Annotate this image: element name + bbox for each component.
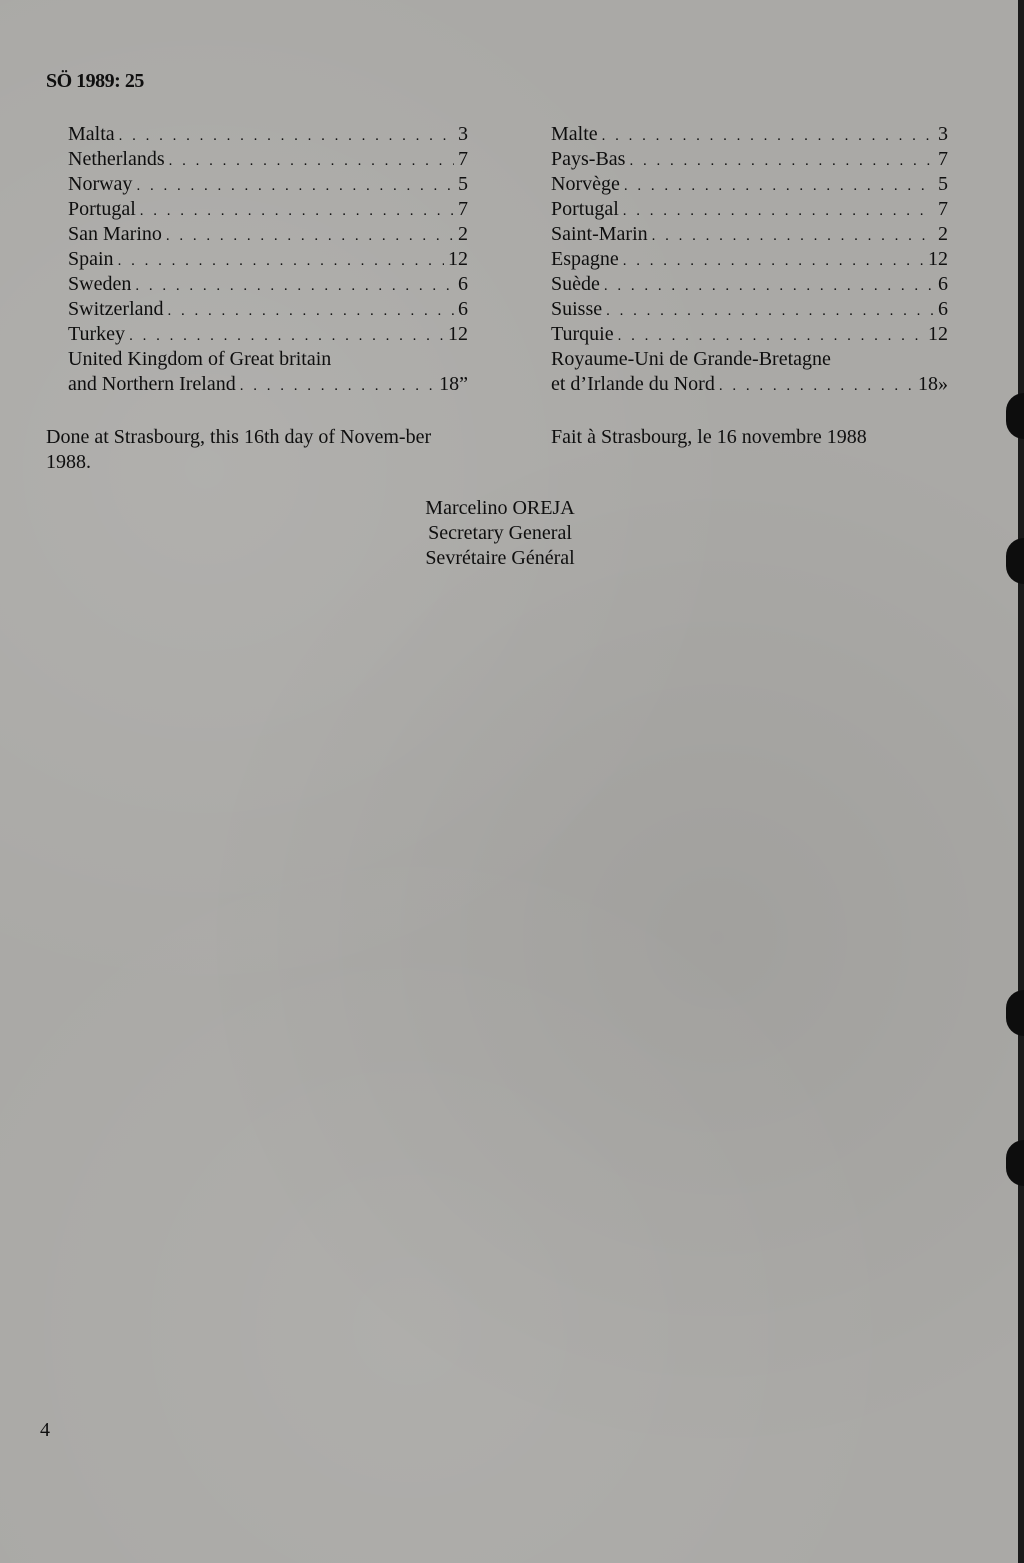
country-name: Pays-Bas xyxy=(551,148,626,170)
country-name: Turquie xyxy=(551,323,614,345)
dot-leader xyxy=(623,199,934,224)
list-item xyxy=(68,122,468,147)
vote-value: 18” xyxy=(439,373,468,395)
list-item xyxy=(551,272,948,297)
vote-value: 5 xyxy=(458,173,468,195)
country-name: Turkey xyxy=(68,323,126,345)
vote-value: 5 xyxy=(938,173,948,195)
list-item xyxy=(68,172,468,197)
country-name-line2: et d’Irlande du Nord xyxy=(551,373,715,395)
dot-leader xyxy=(618,324,924,349)
vote-value: 7 xyxy=(458,148,468,170)
list-item xyxy=(551,247,948,272)
country-name: Norway xyxy=(68,173,133,195)
vote-value: 6 xyxy=(938,273,948,295)
dot-leader xyxy=(604,274,934,299)
list-item xyxy=(68,222,468,247)
list-item xyxy=(551,147,948,172)
vote-value: 2 xyxy=(458,223,468,245)
country-name: San Marino xyxy=(68,223,162,245)
country-name: Switzerland xyxy=(68,298,164,320)
dot-leader xyxy=(129,324,444,349)
vote-list-french xyxy=(551,122,948,397)
list-item xyxy=(68,247,468,272)
vote-value: 12 xyxy=(448,323,468,345)
dot-leader xyxy=(135,274,454,299)
country-name: Saint-Marin xyxy=(551,223,648,245)
country-name: Netherlands xyxy=(68,148,165,170)
country-name: Espagne xyxy=(551,248,619,270)
list-item xyxy=(68,272,468,297)
page-right-edge xyxy=(1018,0,1024,1563)
vote-value: 3 xyxy=(458,123,468,145)
dot-leader xyxy=(652,224,934,249)
list-item xyxy=(551,372,948,397)
dot-leader xyxy=(602,124,934,149)
signatory-name: Marcelino OREJA xyxy=(425,497,575,519)
vote-list-english xyxy=(68,122,468,397)
vote-value: 12 xyxy=(448,248,468,270)
list-item xyxy=(551,297,948,322)
document-reference: SÖ 1989: 25 xyxy=(46,70,144,92)
country-name: Portugal xyxy=(551,198,619,220)
punch-hole-mark xyxy=(1006,393,1024,439)
vote-value: 2 xyxy=(938,223,948,245)
dot-leader xyxy=(624,174,934,199)
country-name: Sweden xyxy=(68,273,132,295)
list-item xyxy=(68,322,468,347)
country-name-line1: Royaume-Uni de Grande-Bretagne xyxy=(551,348,831,370)
signatory-title-english: Secretary General xyxy=(428,522,572,544)
dot-leader xyxy=(240,374,435,399)
vote-value: 7 xyxy=(938,198,948,220)
punch-hole-mark xyxy=(1006,990,1024,1036)
list-item-line xyxy=(68,347,468,372)
page-number: 4 xyxy=(40,1419,50,1441)
country-name-line2: and Northern Ireland xyxy=(68,373,236,395)
vote-value: 6 xyxy=(458,298,468,320)
dot-leader xyxy=(166,224,454,249)
country-name: Malta xyxy=(68,123,115,145)
punch-hole-mark xyxy=(1006,538,1024,584)
dot-leader xyxy=(119,124,454,149)
dot-leader xyxy=(118,249,444,274)
vote-value: 3 xyxy=(938,123,948,145)
list-item xyxy=(68,297,468,322)
punch-hole-mark xyxy=(1006,1140,1024,1186)
closing-english: Done at Strasbourg, this 16th day of Novem-ber 1988. xyxy=(46,426,432,473)
vote-value: 6 xyxy=(938,298,948,320)
dot-leader xyxy=(719,374,914,399)
list-item xyxy=(551,197,948,222)
dot-leader xyxy=(629,149,934,174)
vote-value: 12 xyxy=(928,323,948,345)
country-name-line1: United Kingdom of Great britain xyxy=(68,348,332,370)
vote-value: 6 xyxy=(458,273,468,295)
dot-leader xyxy=(168,299,454,324)
dot-leader xyxy=(606,299,934,324)
vote-value: 12 xyxy=(928,248,948,270)
vote-value: 7 xyxy=(458,198,468,220)
country-name: Malte xyxy=(551,123,598,145)
list-item xyxy=(68,197,468,222)
country-name: Suisse xyxy=(551,298,603,320)
country-name: Portugal xyxy=(68,198,136,220)
vote-value: 18» xyxy=(918,373,948,395)
country-name: Suède xyxy=(551,273,600,295)
dot-leader xyxy=(136,174,454,199)
signature-block xyxy=(380,496,620,571)
country-name: Norvège xyxy=(551,173,620,195)
list-item xyxy=(68,372,468,397)
dot-leader xyxy=(169,149,454,174)
list-item xyxy=(551,172,948,197)
list-item xyxy=(68,147,468,172)
closing-french: Fait à Strasbourg, le 16 novembre 1988 xyxy=(551,426,867,448)
vote-value: 7 xyxy=(938,148,948,170)
dot-leader xyxy=(140,199,454,224)
country-name: Spain xyxy=(68,248,114,270)
dot-leader xyxy=(623,249,924,274)
signatory-title-french: Sevrétaire Général xyxy=(425,547,575,569)
list-item xyxy=(551,122,948,147)
list-item xyxy=(551,322,948,347)
list-item xyxy=(551,222,948,247)
list-item-line xyxy=(551,347,948,372)
